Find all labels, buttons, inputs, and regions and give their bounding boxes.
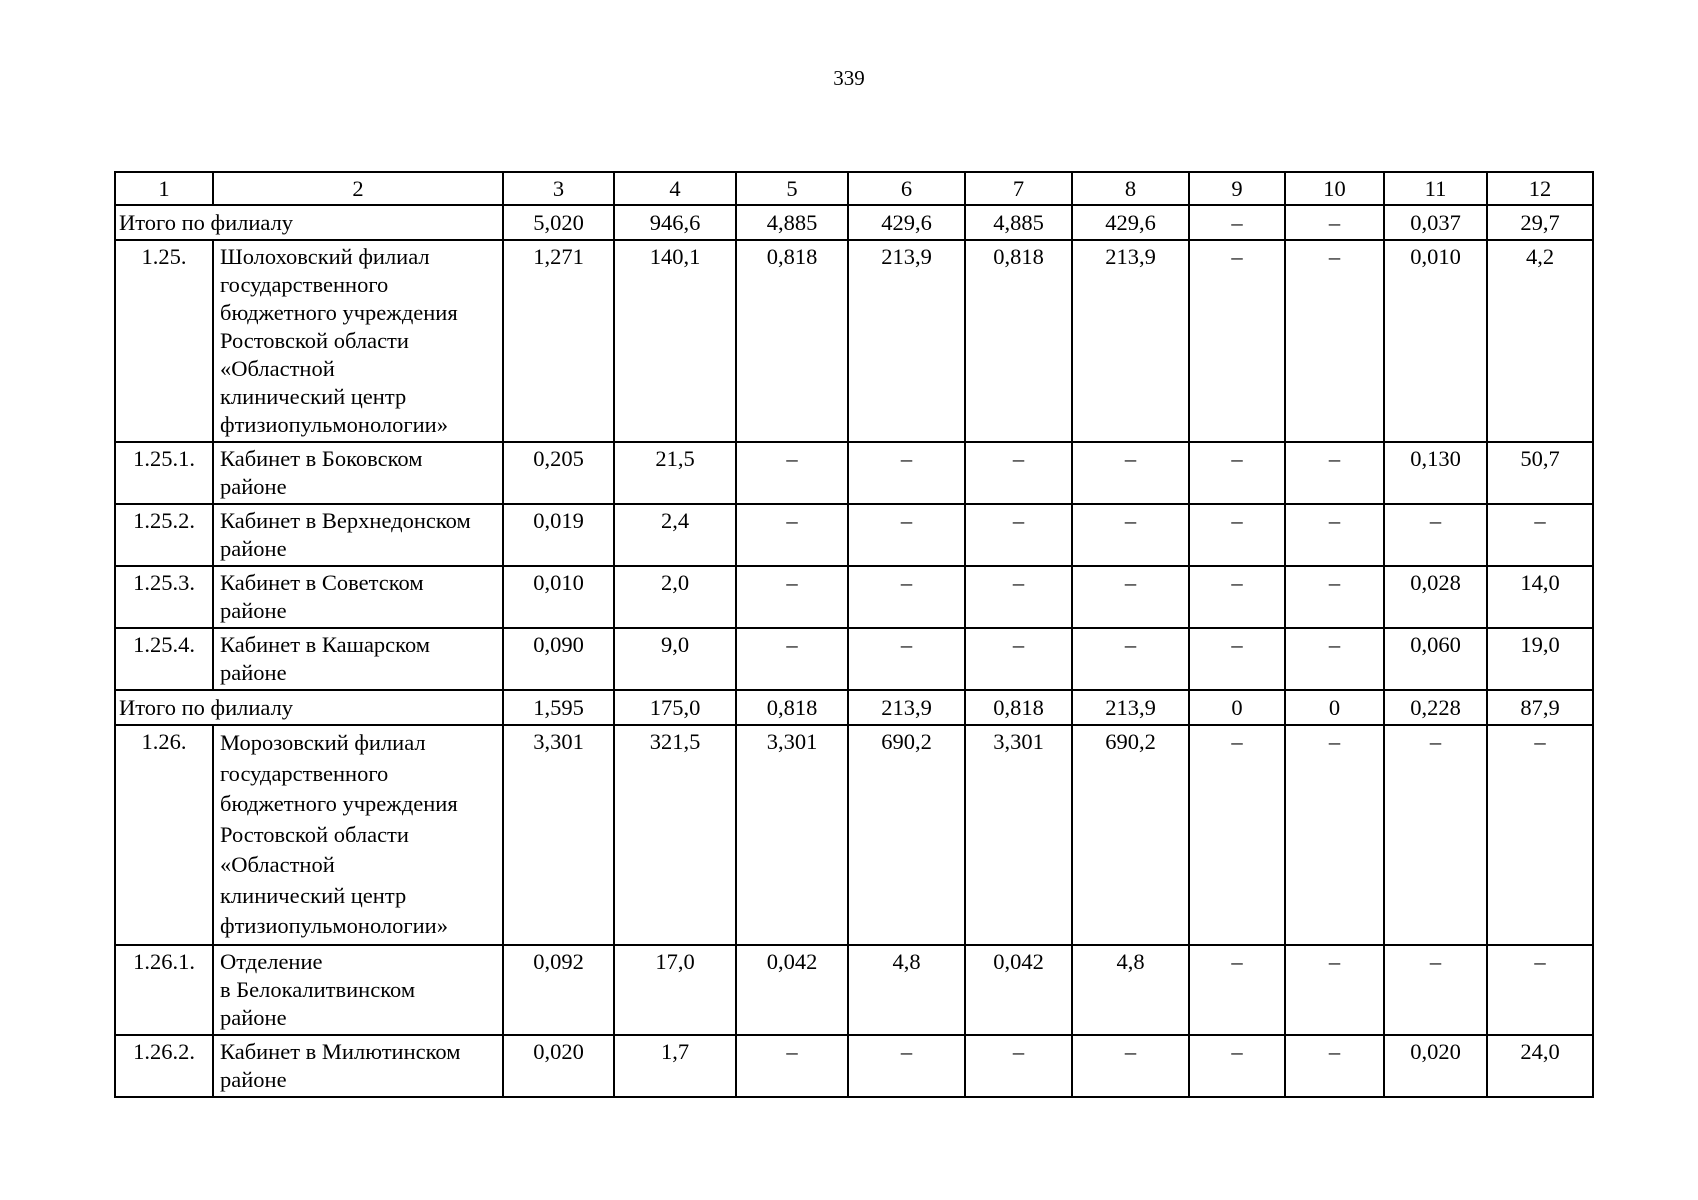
table-cell: –: [736, 442, 848, 504]
table-cell: –: [1384, 504, 1487, 566]
row-name-line: «Областной: [220, 852, 335, 877]
table-cell: 0,205: [503, 442, 614, 504]
row-name-line: Кабинет в Милютинском: [220, 1038, 461, 1064]
table-cell: 4,8: [1072, 945, 1189, 1035]
row-name-line: Кабинет в Советском: [220, 570, 424, 595]
table-cell: –: [736, 628, 848, 690]
table-cell: –: [965, 504, 1072, 566]
table-cell: –: [1189, 205, 1285, 240]
table-cell: 0,010: [503, 566, 614, 628]
row-number: 1.25.3.: [115, 566, 213, 628]
table-cell: –: [1189, 945, 1285, 1035]
table-cell: –: [1285, 566, 1384, 628]
table-cell: –: [736, 504, 848, 566]
header-row: [115, 172, 1593, 205]
table-cell: 321,5: [614, 725, 736, 945]
row-name: [213, 240, 503, 442]
row-name-line: «Областной: [220, 356, 335, 381]
table-row: [115, 1035, 1593, 1097]
table-cell: 429,6: [848, 205, 965, 240]
row-name-line: государственного: [220, 272, 389, 297]
table-cell: –: [965, 628, 1072, 690]
table-row: [115, 725, 1593, 945]
row-name-line: районе: [220, 474, 287, 499]
row-number: 1.25.1.: [115, 442, 213, 504]
row-name-line: бюджетного учреждения: [220, 791, 458, 816]
row-number: 1.25.: [115, 240, 213, 442]
table-cell: 5,020: [503, 205, 614, 240]
row-name-line: государственного: [220, 760, 389, 786]
table-cell: –: [1285, 442, 1384, 504]
table-cell: –: [1384, 945, 1487, 1035]
table-cell: 0,060: [1384, 628, 1487, 690]
table-cell: –: [1072, 566, 1189, 628]
table-cell: –: [1285, 1035, 1384, 1097]
table-cell: –: [1487, 504, 1593, 566]
table-cell: 0,818: [736, 240, 848, 442]
column-header: 9: [1189, 172, 1285, 205]
row-name-line: Шолоховский филиал: [220, 244, 430, 269]
table-cell: 21,5: [614, 442, 736, 504]
row-name-line: Отделение: [220, 948, 323, 974]
row-name: [213, 504, 503, 566]
row-name-line: районе: [220, 1066, 287, 1092]
table-cell: 690,2: [1072, 725, 1189, 945]
table-cell: –: [965, 442, 1072, 504]
column-header: 8: [1072, 172, 1189, 205]
total-label: Итого по филиалу: [115, 690, 503, 725]
data-table: [114, 171, 1594, 1098]
table-cell: 690,2: [848, 725, 965, 945]
row-name-line: Ростовской области: [220, 328, 409, 353]
table-cell: –: [1072, 504, 1189, 566]
table-cell: 213,9: [1072, 240, 1189, 442]
table-cell: 0,020: [1384, 1035, 1487, 1097]
table-cell: –: [848, 442, 965, 504]
row-name-line: фтизиопульмонологии»: [220, 412, 448, 437]
table-cell: 3,301: [965, 725, 1072, 945]
row-name: [213, 628, 503, 690]
table-cell: –: [1487, 945, 1593, 1035]
column-header: 7: [965, 172, 1072, 205]
table-cell: 213,9: [1072, 690, 1189, 725]
row-number: 1.25.4.: [115, 628, 213, 690]
table-cell: –: [736, 1035, 848, 1097]
table-cell: 0,818: [965, 240, 1072, 442]
table-cell: 946,6: [614, 205, 736, 240]
table-cell: 0,092: [503, 945, 614, 1035]
column-header: 2: [213, 172, 503, 205]
table-cell: –: [1072, 442, 1189, 504]
row-name-line: в Белокалитвинском: [220, 976, 416, 1002]
row-name: [213, 442, 503, 504]
table-cell: –: [848, 1035, 965, 1097]
table-cell: –: [1285, 725, 1384, 945]
row-number: 1.25.2.: [115, 504, 213, 566]
table-cell: –: [848, 628, 965, 690]
table-cell: –: [1285, 205, 1384, 240]
table-cell: 0: [1189, 690, 1285, 725]
table-row: [115, 442, 1593, 504]
table-cell: 17,0: [614, 945, 736, 1035]
table-cell: –: [1285, 240, 1384, 442]
column-header: 5: [736, 172, 848, 205]
table-cell: –: [965, 566, 1072, 628]
table-cell: 87,9: [1487, 690, 1593, 725]
table-cell: –: [848, 566, 965, 628]
row-name-line: районе: [220, 598, 287, 623]
column-header: 4: [614, 172, 736, 205]
table-cell: 19,0: [1487, 628, 1593, 690]
row-name-line: бюджетного учреждения: [220, 300, 458, 325]
table-cell: 140,1: [614, 240, 736, 442]
row-name-line: районе: [220, 660, 287, 685]
table-cell: 50,7: [1487, 442, 1593, 504]
page-number: 339: [833, 66, 865, 90]
column-header: 3: [503, 172, 614, 205]
table-cell: –: [1384, 725, 1487, 945]
table-cell: 1,271: [503, 240, 614, 442]
row-name-line: районе: [220, 1004, 287, 1030]
table-cell: –: [1189, 504, 1285, 566]
table-cell: –: [1189, 628, 1285, 690]
row-name-line: Кабинет в Боковском: [220, 446, 423, 471]
table-cell: 0,818: [965, 690, 1072, 725]
table-row: [115, 240, 1593, 442]
table-cell: –: [1285, 504, 1384, 566]
table-cell: 213,9: [848, 240, 965, 442]
table-cell: 3,301: [736, 725, 848, 945]
column-header: 11: [1384, 172, 1487, 205]
row-name-line: районе: [220, 536, 287, 561]
table-cell: 9,0: [614, 628, 736, 690]
table-cell: 429,6: [1072, 205, 1189, 240]
row-name-line: клинический центр: [220, 384, 407, 409]
table-cell: 2,0: [614, 566, 736, 628]
column-header: 1: [115, 172, 213, 205]
column-header: 12: [1487, 172, 1593, 205]
table-cell: 14,0: [1487, 566, 1593, 628]
table-cell: 0,010: [1384, 240, 1487, 442]
row-number: 1.26.: [115, 725, 213, 945]
table-cell: 0,020: [503, 1035, 614, 1097]
total-row: [115, 205, 1593, 240]
table-cell: 0,019: [503, 504, 614, 566]
table-cell: –: [736, 566, 848, 628]
row-name: [213, 945, 503, 1035]
table-cell: 0,818: [736, 690, 848, 725]
table-cell: 2,4: [614, 504, 736, 566]
table-cell: –: [1487, 725, 1593, 945]
row-name: [213, 725, 503, 945]
table-cell: –: [1189, 240, 1285, 442]
table-cell: –: [848, 504, 965, 566]
row-name-line: Кабинет в Верхнедонском: [220, 508, 471, 533]
row-name: [213, 1035, 503, 1097]
column-header: 10: [1285, 172, 1384, 205]
table-cell: –: [1285, 945, 1384, 1035]
table-cell: 0,228: [1384, 690, 1487, 725]
table-cell: –: [1189, 442, 1285, 504]
total-row: [115, 690, 1593, 725]
row-name-line: клинический центр: [220, 882, 407, 908]
table-cell: 1,7: [614, 1035, 736, 1097]
table-cell: 175,0: [614, 690, 736, 725]
table-cell: –: [1189, 566, 1285, 628]
table-row: [115, 566, 1593, 628]
table-row: [115, 945, 1593, 1035]
row-number: 1.26.1.: [115, 945, 213, 1035]
row-number: 1.26.2.: [115, 1035, 213, 1097]
total-label: Итого по филиалу: [115, 205, 503, 240]
row-name: [213, 566, 503, 628]
table-cell: –: [1072, 628, 1189, 690]
table-cell: 29,7: [1487, 205, 1593, 240]
row-name-line: Ростовской области: [220, 821, 409, 847]
table-cell: 4,885: [736, 205, 848, 240]
table-cell: –: [965, 1035, 1072, 1097]
table-cell: 0,130: [1384, 442, 1487, 504]
table-cell: 0,037: [1384, 205, 1487, 240]
column-header: 6: [848, 172, 965, 205]
table-cell: 0,042: [736, 945, 848, 1035]
row-name-line: Кабинет в Кашарском: [220, 632, 431, 657]
table-cell: 4,2: [1487, 240, 1593, 442]
table-cell: 4,885: [965, 205, 1072, 240]
table-cell: 0,028: [1384, 566, 1487, 628]
table-cell: 4,8: [848, 945, 965, 1035]
table-cell: 0,090: [503, 628, 614, 690]
table-cell: –: [1189, 725, 1285, 945]
table-row: [115, 628, 1593, 690]
row-name-line: фтизиопульмонологии»: [220, 913, 448, 938]
table-cell: 3,301: [503, 725, 614, 945]
row-name-line: Морозовский филиал: [220, 730, 426, 755]
table-cell: –: [1285, 628, 1384, 690]
table-cell: 1,595: [503, 690, 614, 725]
table-cell: –: [1189, 1035, 1285, 1097]
table-cell: –: [1072, 1035, 1189, 1097]
table-cell: 0,042: [965, 945, 1072, 1035]
table-cell: 0: [1285, 690, 1384, 725]
table-cell: 24,0: [1487, 1035, 1593, 1097]
table-cell: 213,9: [848, 690, 965, 725]
table-row: [115, 504, 1593, 566]
